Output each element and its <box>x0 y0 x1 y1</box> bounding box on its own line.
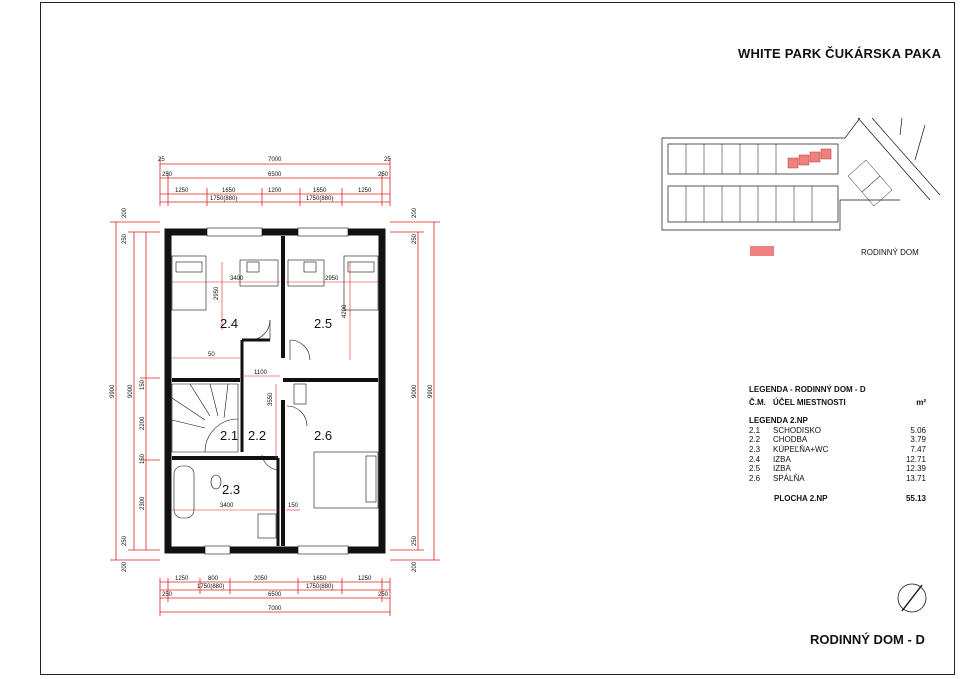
col-num: Č.M. <box>749 397 766 407</box>
legend-section: LEGENDA 2.NP <box>749 416 808 426</box>
dim-bottom-seg-4: 1650 <box>313 576 327 582</box>
dim-top-end-right: 250 <box>378 172 389 178</box>
dim-bottom-seg-3: 2050 <box>254 576 268 582</box>
dim-bottom-inner: 6500 <box>268 592 282 598</box>
dim-top-window-1: 1750(880) <box>210 196 238 202</box>
site-plan <box>662 118 940 230</box>
dim-top-window-2: 1750(880) <box>306 196 334 202</box>
dim-room-24-width: 3400 <box>230 276 244 282</box>
top-dimensions <box>160 158 390 206</box>
dim-top-seg-2: 1650 <box>222 188 236 194</box>
north-arrow-icon <box>898 584 926 612</box>
dim-right-inner: 9000 <box>412 384 418 398</box>
dim-left-inner: 9000 <box>128 384 134 398</box>
dim-bottom-window-1: 1750(880) <box>197 584 225 590</box>
dim-top-seg-5: 1250 <box>358 188 372 194</box>
furniture <box>172 256 378 538</box>
dim-top-seg-4: 1650 <box>313 188 327 194</box>
legend-heading: LEGENDA - RODINNÝ DOM - D <box>749 385 866 394</box>
dim-right-seg-8: 200 <box>412 561 418 572</box>
dim-room-24-depth: 2950 <box>214 286 220 300</box>
dim-room-25-depth: 4200 <box>342 304 348 318</box>
room-dimensions <box>172 262 378 510</box>
dim-top-seg-1: 1250 <box>175 188 189 194</box>
col-use: ÚČEL MIESTNOSTI <box>773 397 846 407</box>
dim-bottom-window-2: 1750(880) <box>306 584 334 590</box>
dim-left-seg-3: 150 <box>140 379 146 390</box>
room-label-2-1: 2.1 <box>220 428 239 443</box>
project-title: WHITE PARK ČUKÁRSKA PAKA <box>738 46 942 61</box>
dim-left-seg-2: 250 <box>122 233 128 244</box>
list-item: 2.4 IZBA 12.71 <box>749 454 926 464</box>
dim-room-gap: 50 <box>208 352 215 358</box>
dim-wall-150: 150 <box>288 503 299 509</box>
dim-top-seg-3: 1200 <box>268 188 282 194</box>
dim-left-seg-7: 250 <box>122 535 128 546</box>
dim-top-end-left: 250 <box>162 172 173 178</box>
dim-left-seg-4: 2200 <box>140 416 146 430</box>
room-legend <box>749 385 926 504</box>
dim-left-seg-8: 200 <box>122 561 128 572</box>
dim-top-inner: 6500 <box>268 172 282 178</box>
room-label-2-2: 2.2 <box>248 428 267 443</box>
doors <box>250 320 310 470</box>
dim-bottom-end-right: 250 <box>378 592 389 598</box>
dim-hall-depth: 3550 <box>268 392 274 406</box>
legend-column-header <box>749 398 926 408</box>
list-item: 2.1 SCHODISKO 5.06 <box>749 425 926 435</box>
left-dimensions <box>110 222 160 560</box>
site-legend-label: RODINNÝ DOM <box>861 248 919 257</box>
room-label-2-4: 2.4 <box>220 316 239 331</box>
legend-total <box>749 494 926 504</box>
drawing-subtitle: RODINNÝ DOM - D <box>810 632 925 647</box>
dim-left-seg-5: 150 <box>140 453 146 464</box>
list-item: 2.6 SPÁLŇA 13.71 <box>749 473 926 483</box>
dim-left-overall: 9900 <box>110 384 116 398</box>
dim-left-seg-1: 200 <box>122 207 128 218</box>
dim-right-seg-2: 250 <box>412 233 418 244</box>
room-label-2-6: 2.6 <box>314 428 333 443</box>
dim-right-seg-7: 250 <box>412 535 418 546</box>
room-label-2-5: 2.5 <box>314 316 333 331</box>
dim-right-overall: 9900 <box>428 384 434 398</box>
dim-bottom-end-left: 250 <box>162 592 173 598</box>
dim-bath-width: 3400 <box>220 503 234 509</box>
dim-bottom-seg-5: 1250 <box>358 576 372 582</box>
total-value: 55.13 <box>905 494 926 504</box>
dim-left-seg-6: 2300 <box>140 496 146 510</box>
dim-room-25-width: 2950 <box>325 276 339 282</box>
dim-hall-width: 1100 <box>254 370 267 376</box>
site-legend-swatch <box>750 246 774 256</box>
dim-top-tick-right: 25 <box>384 157 391 163</box>
list-item: 2.2 CHODBA 3.79 <box>749 435 926 445</box>
site-highlight <box>788 149 831 168</box>
col-area: m² <box>916 397 926 407</box>
dim-bottom-seg-2: 800 <box>208 576 219 582</box>
room-label-2-3: 2.3 <box>222 482 241 497</box>
list-item: 2.5 IZBA 12.39 <box>749 464 926 474</box>
dim-bottom-overall: 7000 <box>268 606 282 612</box>
dim-top-overall: 7000 <box>268 157 282 163</box>
total-label: PLOCHA 2.NP <box>774 494 828 504</box>
dim-bottom-seg-1: 1250 <box>175 576 189 582</box>
dim-right-seg-1: 200 <box>412 207 418 218</box>
dim-top-tick-left: 25 <box>158 157 165 163</box>
list-item: 2.3 KÚPEĽŇA+WC 7.47 <box>749 444 926 454</box>
